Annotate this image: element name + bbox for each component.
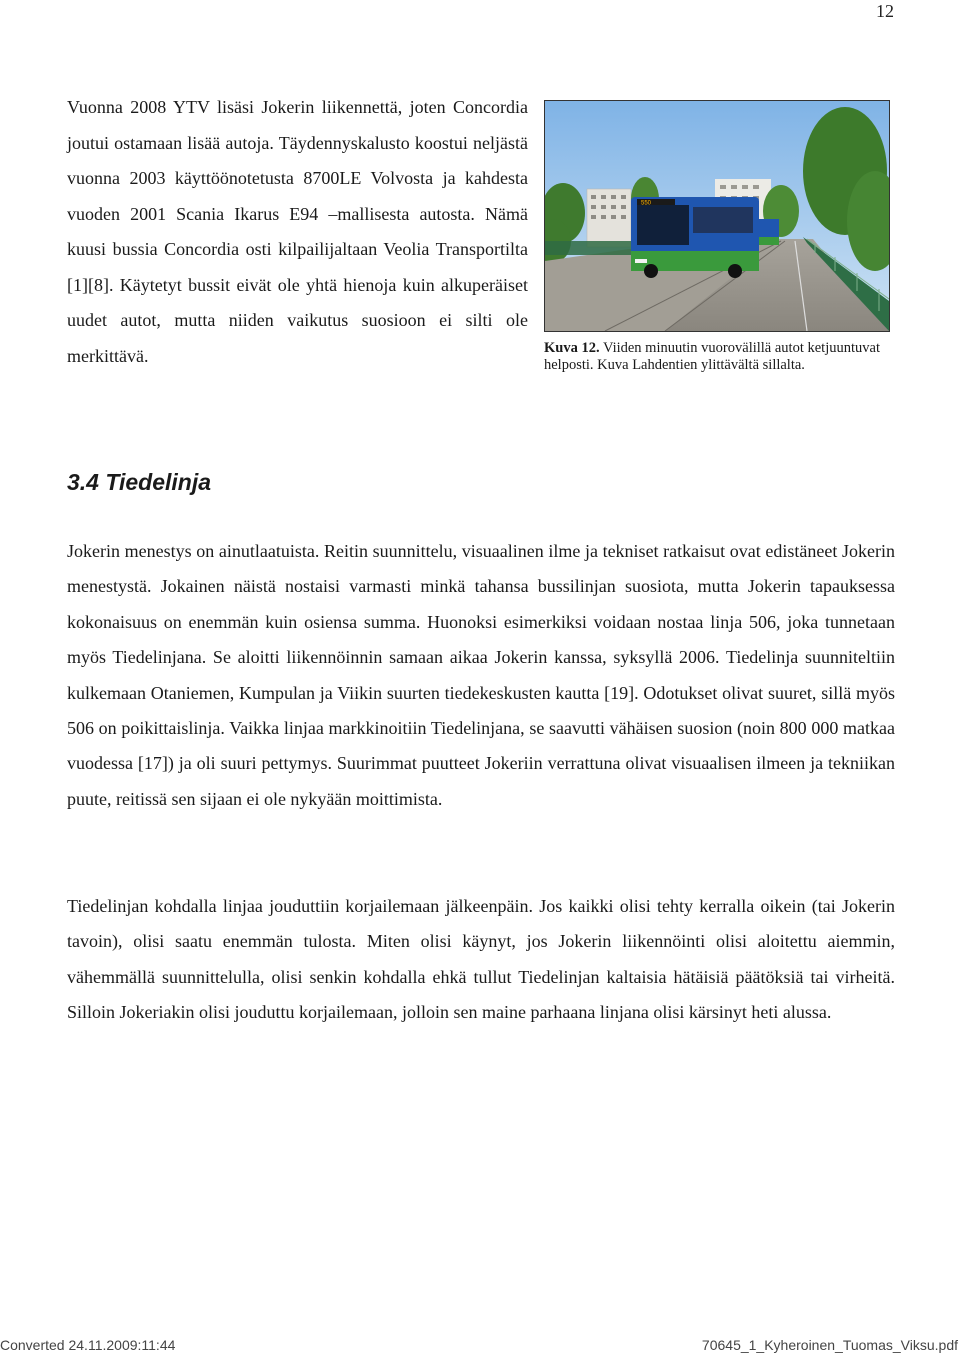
footer-filename: 70645_1_Kyheroinen_Tuomas_Viksu.pdf (701, 1337, 958, 1353)
figure (544, 100, 890, 374)
section-heading: 3.4 Tiedelinja (67, 469, 212, 495)
bus-route-sign: 550 (641, 200, 652, 207)
bus (631, 197, 759, 278)
page-number: 12 (876, 1, 894, 21)
body-paragraph: Jokerin menestys on ainutlaatuista. Reitin suunnittelu, visuaalinen ilme ja tekniset ratkaisut ovat edistäneet Jokerin menestystä. Jokainen näistä nostaisi varmasti minkä tahansa bussilinjan suosiota, mutta Jokerin tapauksessa kokonaisuus on enemmän kuin osiensa summa. Huonoksi esimerkiksi voidaan nostaa linja 506, joka tunnetaan myös Tiedelinjana. Se aloitti liikennöinnin samaan aikaa Jokerin kanssa, syksyllä 2006. Tiedelinja suunniteltiin kulkemaan Otaniemen, Kumpulan ja Viikin suurten tiedekeskusten kautta [19]. Odotukset olivat suuret, sillä myös 506 on poikittaislinja. Vaikka linjaa markkinoitiin Tiedelinjana, se saavutti vähäisen suosion (noin 800 000 matkaa vuodessa [17]) ja oli suuri pettymys. Suurimmat puutteet Jokeriin verrattuna olivat visuaalisen ilmeen ja tekniikan puute, reitissä sen sijaan ei ole nykyään moittimista. (67, 541, 895, 809)
body-paragraph: Tiedelinjan kohdalla linjaa jouduttiin korjailemaan jälkeenpäin. Jos kaikki olisi tehty kerralla oikein (tai Jokerin tavoin), olisi saatu enemmän tulosta. Miten olisi käynyt, jos Jokerin liikennöinti olisi aloitettu aiemmin, vähemmällä suunnittelulla, olisi senkin kohdalla ehkä tullut Tiedelinjan kaltaisia hätäisiä päätöksiä tai virheitä. Silloin Jokeriakin olisi jouduttu korjailemaan, jolloin sen maine parhaana linjana olisi kärsinyt heti alussa. (67, 896, 895, 1023)
bus-photo (544, 100, 890, 332)
intro-paragraph: Vuonna 2008 YTV lisäsi Jokerin liikennettä, joten Concordia joutui ostamaan lisää autoja. Täydennyskalusto koostui neljästä vuonna 2003 käyttöönotetusta 8700LE Volvosta ja kahdesta vuoden 2001 Scania Ikarus E94 –mallisesta autosta. Nämä kuusi bussia Concordia osti kilpailijaltaan Veolia Transportilta [1][8]. Käytetyt bussit eivät ole yhtä hienoja kuin alkuperäiset uudet autot, mutta niiden vaikutus suosioon ei silti ole merkittävä. (67, 97, 528, 366)
left-railing (545, 241, 631, 255)
figure-caption (544, 340, 890, 374)
figure-label: Kuva 12. (544, 340, 600, 356)
footer-converted: Converted 24.11.2009:11:44 (0, 1337, 176, 1353)
figure-caption-text: Viiden minuutin vuorovälillä autot ketjuuntuvat helposti. Kuva Lahdentien ylittävältä sillalta. (544, 340, 880, 373)
